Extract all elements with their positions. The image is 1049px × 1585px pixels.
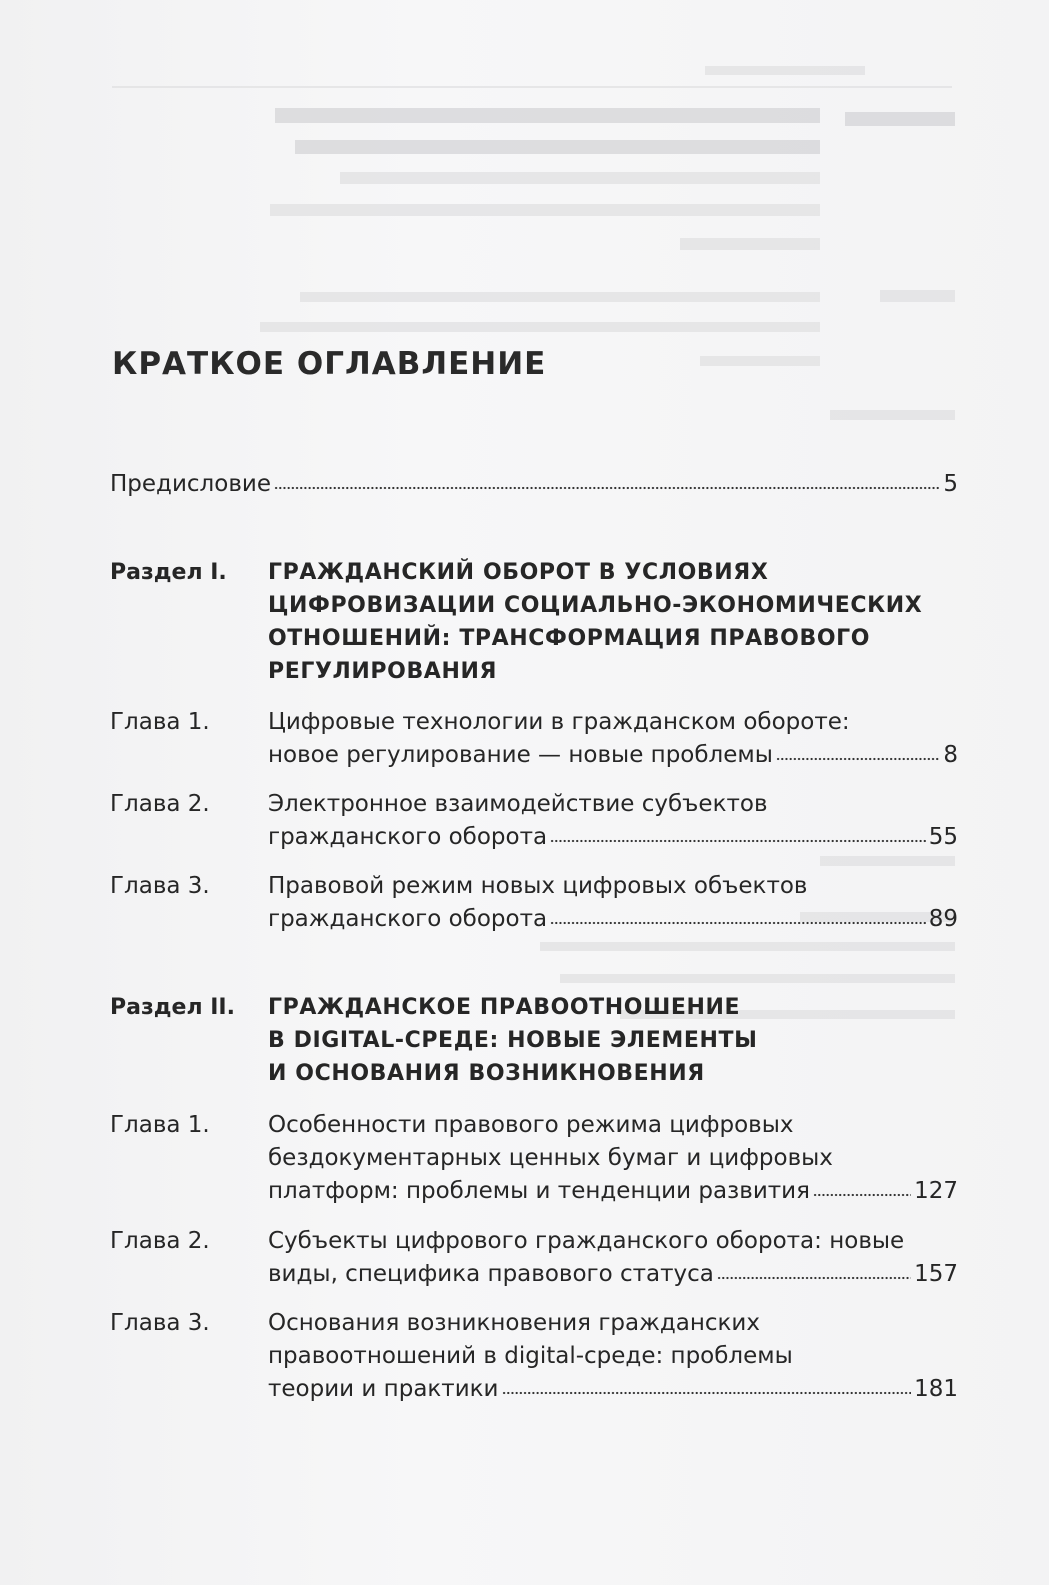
page-number: 181 (914, 1376, 958, 1402)
chapter-title-line: Цифровые технологии в гражданском обороте: (268, 709, 850, 735)
chapter-label: Глава 2. (110, 791, 210, 817)
page-title: КРАТКОЕ ОГЛАВЛЕНИЕ (112, 346, 547, 382)
chapter-title-line: гражданского оборота (268, 906, 548, 932)
chapter-title-line: Электронное взаимодействие субъектов (268, 791, 768, 817)
leader-dots (274, 483, 940, 493)
leader-dots (776, 754, 940, 764)
dot-leader (268, 1174, 958, 1208)
chapter-last-line (0, 738, 1049, 772)
leader-dots (550, 918, 926, 928)
dot-leader (268, 902, 958, 936)
leader-dots (550, 836, 926, 846)
dot-leader (268, 738, 958, 772)
section-title-line: РЕГУЛИРОВАНИЯ (268, 659, 498, 684)
chapter-title-line: Субъекты цифрового гражданского оборота: новые (268, 1228, 905, 1254)
chapter-last-line (0, 1257, 1049, 1291)
dot-leader (110, 467, 958, 501)
page-number: 8 (943, 742, 958, 768)
dot-leader (268, 820, 958, 854)
chapter-last-line (0, 1174, 1049, 1208)
chapter-title-line: теории и практики (268, 1376, 499, 1402)
chapter-label: Глава 1. (110, 1112, 210, 1138)
section-title-line: ОТНОШЕНИЙ: ТРАНСФОРМАЦИЯ ПРАВОВОГО (268, 626, 871, 651)
toc-entry-preface[interactable] (0, 467, 1049, 501)
section-title-line: ЦИФРОВИЗАЦИИ СОЦИАЛЬНО-ЭКОНОМИЧЕСКИХ (268, 593, 923, 618)
chapter-title-line: правоотношений в digital-среде: проблемы (268, 1343, 793, 1369)
chapter-title-line: Особенности правового режима цифровых (268, 1112, 794, 1138)
section-label: Раздел II. (110, 995, 235, 1020)
chapter-title-line: бездокументарных ценных бумаг и цифровых (268, 1145, 833, 1171)
chapter-title-line: платформ: проблемы и тенденции развития (268, 1178, 810, 1204)
chapter-label: Глава 1. (110, 709, 210, 735)
chapter-label: Глава 2. (110, 1228, 210, 1254)
chapter-label: Глава 3. (110, 873, 210, 899)
page-number: 89 (928, 906, 958, 932)
chapter-title-line: Правовой режим новых цифровых объектов (268, 873, 808, 899)
chapter-label: Глава 3. (110, 1310, 210, 1336)
chapter-title-line: виды, специфика правового статуса (268, 1261, 714, 1287)
page-number: 5 (943, 471, 958, 497)
section-title-line: В DIGITAL-СРЕДЕ: НОВЫЕ ЭЛЕМЕНТЫ (268, 1028, 758, 1053)
chapter-title-line: гражданского оборота (268, 824, 548, 850)
leader-dots (717, 1273, 911, 1283)
chapter-title-line: новое регулирование — новые проблемы (268, 742, 773, 768)
chapter-last-line (0, 820, 1049, 854)
dot-leader (268, 1257, 958, 1291)
chapter-last-line (0, 902, 1049, 936)
section-label: Раздел I. (110, 560, 227, 585)
leader-dots (502, 1388, 912, 1398)
section-title-line: ГРАЖДАНСКОЕ ПРАВООТНОШЕНИЕ (268, 995, 741, 1020)
dot-leader (268, 1372, 958, 1406)
leader-dots (813, 1190, 911, 1200)
chapter-title-line: Основания возникновения гражданских (268, 1310, 760, 1336)
page-number: 157 (914, 1261, 958, 1287)
page-number: 55 (928, 824, 958, 850)
page-number: 127 (914, 1178, 958, 1204)
entry-label: Предисловие (110, 471, 271, 497)
chapter-last-line (0, 1372, 1049, 1406)
section-title-line: ГРАЖДАНСКИЙ ОБОРОТ В УСЛОВИЯХ (268, 560, 769, 585)
section-title-line: И ОСНОВАНИЯ ВОЗНИКНОВЕНИЯ (268, 1061, 705, 1086)
